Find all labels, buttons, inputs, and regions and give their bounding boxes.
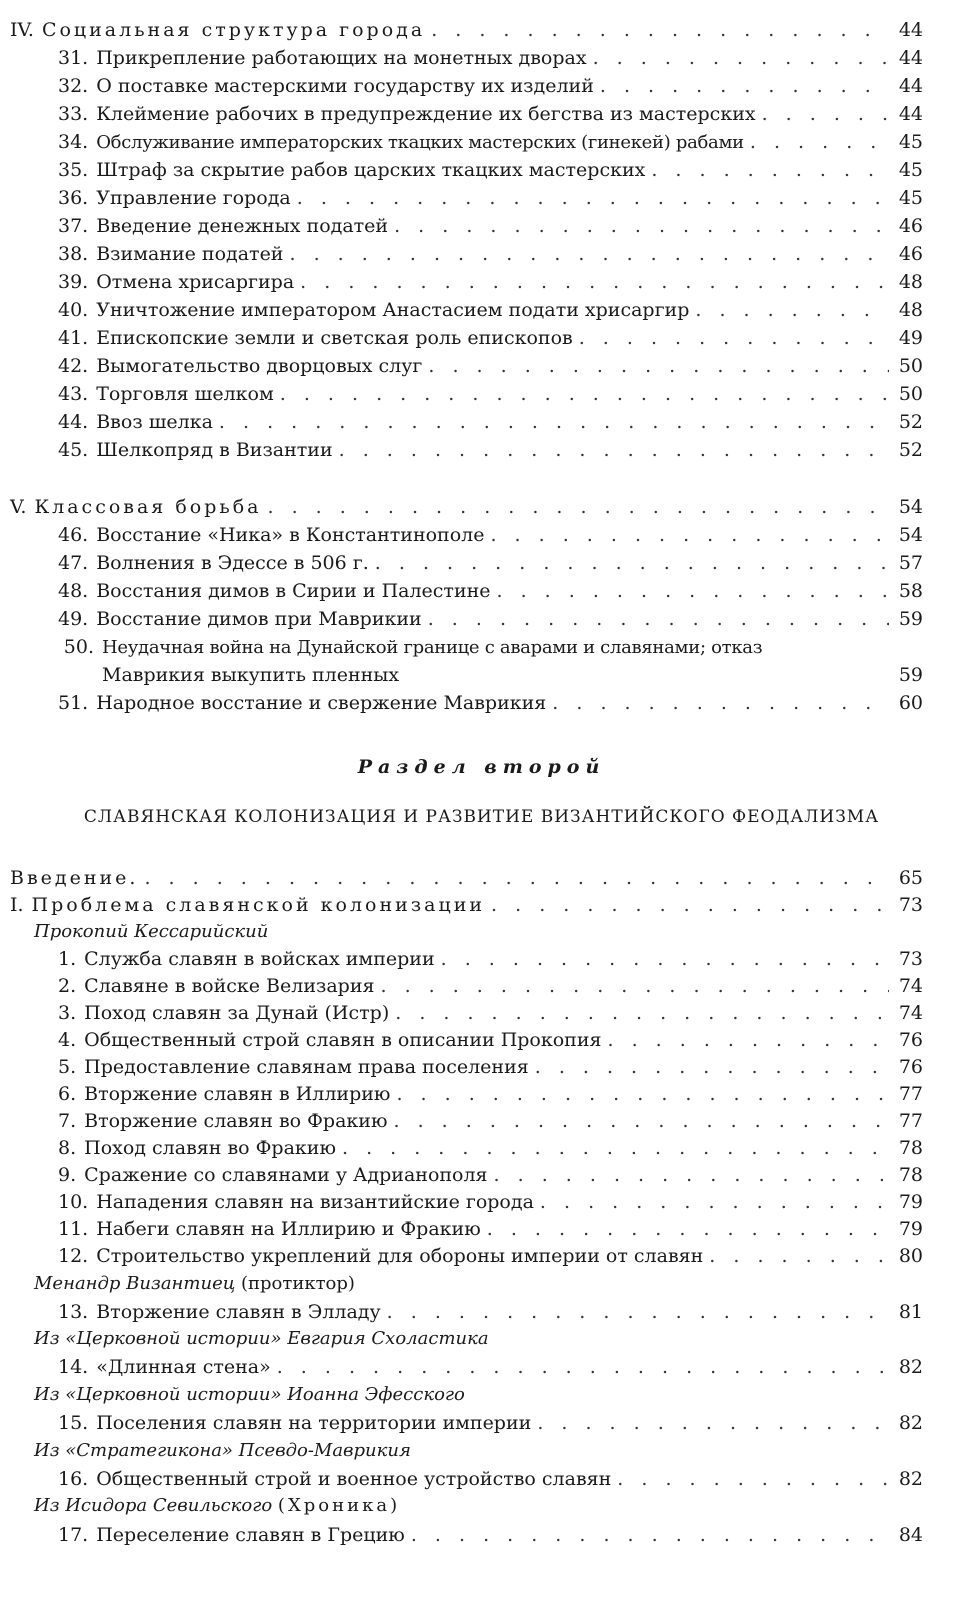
leader-dots [651, 156, 889, 184]
page-number: 44 [898, 103, 923, 125]
entry-title: Сражение со славянами у Адрианополя [84, 1164, 488, 1186]
entry-number: 16. [58, 1468, 89, 1490]
page-number: 82 [898, 1468, 923, 1490]
page-number: 52 [898, 411, 923, 433]
entry-number: 11. [58, 1218, 89, 1240]
page-number: 54 [898, 496, 923, 518]
leader-dots [394, 1107, 890, 1135]
entry-number: 12. [58, 1245, 89, 1267]
page-number: 50 [898, 355, 923, 377]
page-number: 78 [898, 1137, 923, 1159]
page-number: 79 [898, 1218, 923, 1240]
entry-title: Восстания димов в Сирии и Палестине [96, 580, 491, 602]
entry-number: 51. [58, 692, 89, 714]
entry-number: 45. [58, 439, 89, 461]
toc-entry [58, 184, 923, 212]
toc-entry [58, 212, 923, 240]
toc-entry [58, 1215, 923, 1243]
entry-title: Прикрепление работающих на монетных дворах [96, 47, 587, 69]
leader-dots [395, 999, 889, 1027]
leader-dots [267, 493, 889, 521]
toc-entry [58, 549, 923, 577]
toc-entry [58, 1080, 923, 1108]
toc-entry [58, 521, 923, 549]
entry-title: «Длинная стена» [96, 1356, 271, 1378]
author-name: Из Исидора Севильского [34, 1495, 273, 1516]
toc-entry [58, 1409, 923, 1437]
section-number: I. [10, 894, 24, 916]
entry-title: Восстание «Ника» в Константинополе [96, 524, 485, 546]
page-number: 45 [898, 131, 923, 153]
entry-title: О поставке мастерскими государству их изделий [96, 75, 594, 97]
page-number: 80 [898, 1245, 923, 1267]
toc-entry [58, 1161, 923, 1189]
leader-dots [762, 100, 889, 128]
page-number: 73 [898, 948, 923, 970]
toc-entry [58, 44, 923, 72]
leader-dots [396, 1080, 889, 1108]
leader-dots [428, 605, 889, 633]
toc-entry [58, 436, 923, 464]
leader-dots [750, 128, 889, 156]
source-author [34, 1271, 355, 1297]
leader-dots [441, 945, 889, 973]
entry-title: Предоставление славянам права поселения [84, 1056, 529, 1078]
page-number: 78 [898, 1164, 923, 1186]
entry-number: 48. [58, 580, 89, 602]
toc-entry [58, 1521, 923, 1549]
entry-number: 10. [58, 1191, 89, 1213]
leader-dots [600, 72, 889, 100]
entry-title: Торговля шелком [96, 383, 274, 405]
leader-dots [490, 521, 889, 549]
leader-dots [339, 436, 889, 464]
entry-number: 9. [58, 1164, 77, 1186]
page-number: 82 [898, 1412, 923, 1434]
page-number: 65 [898, 867, 923, 889]
page-number: 52 [898, 439, 923, 461]
entry-number: 39. [58, 271, 89, 293]
entry-title: Управление города [96, 187, 291, 209]
toc-entry [58, 240, 923, 268]
entry-title: Отмена хрисаргира [96, 271, 295, 293]
toc-entry [58, 999, 923, 1027]
source-author [34, 1493, 400, 1519]
toc-entry [58, 268, 923, 296]
section-title: Социальная структура города [41, 19, 426, 41]
entry-number: 8. [58, 1137, 77, 1159]
entry-title: Строительство укреплений для обороны империи от славян [96, 1245, 704, 1267]
page-number: 82 [898, 1356, 923, 1378]
toc-entry [58, 1242, 923, 1270]
entry-title: Общественный строй и военное устройство славян [96, 1468, 612, 1490]
toc-entry [58, 100, 923, 128]
page-number: 77 [898, 1110, 923, 1132]
entry-title: Взимание податей [96, 243, 284, 265]
page-number: 45 [898, 187, 923, 209]
entry-title: Поход славян за Дунай (Истр) [84, 1002, 390, 1024]
leader-dots [428, 352, 889, 380]
toc-entry-multiline [58, 633, 923, 661]
entry-number: 5. [58, 1056, 77, 1078]
leader-dots [219, 408, 889, 436]
toc-entry [58, 1107, 923, 1135]
page-number: 57 [898, 552, 923, 574]
page-number: 48 [898, 299, 923, 321]
entry-number: 37. [58, 215, 89, 237]
entry-number: 13. [58, 1301, 89, 1323]
leader-dots [297, 184, 889, 212]
toc-introduction [10, 864, 923, 892]
entry-number: 50. [63, 636, 94, 658]
entry-number: 44. [58, 411, 89, 433]
page-number: 44 [898, 19, 923, 41]
entry-title: Набеги славян на Иллирию и Фракию [96, 1218, 481, 1240]
entry-number: 17. [58, 1524, 89, 1546]
entry-title: Служба славян в войсках империи [84, 948, 435, 970]
entry-number: 43. [58, 383, 89, 405]
page-number: 48 [898, 271, 923, 293]
page-number: 49 [898, 327, 923, 349]
leader-dots [540, 1188, 889, 1216]
author-name: Менандр Византиец [34, 1273, 236, 1294]
leader-dots [144, 864, 889, 892]
source-author: Прокопий Кессарийский [34, 921, 269, 942]
entry-number: 49. [58, 608, 89, 630]
entry-number: 42. [58, 355, 89, 377]
entry-title: Вторжение славян в Иллирию [84, 1083, 391, 1105]
page-number: 44 [898, 75, 923, 97]
toc-entry [58, 577, 923, 605]
page-number: 46 [898, 243, 923, 265]
entry-number: 4. [58, 1029, 77, 1051]
page-number: 54 [898, 524, 923, 546]
entry-title: Уничтожение императором Анастасием подати хрисаргир [96, 299, 690, 321]
entry-title: Неудачная война на Дунайской границе с аварами и славянами; отказ [102, 637, 763, 658]
toc-entry [58, 1353, 923, 1381]
page-number: 84 [898, 1524, 923, 1546]
toc-entry [58, 156, 923, 184]
page-number: 45 [898, 159, 923, 181]
entry-title: Нападения славян на византийские города [96, 1191, 534, 1213]
entry-number: 15. [58, 1412, 89, 1434]
entry-number: 40. [58, 299, 89, 321]
toc-entry [58, 352, 923, 380]
toc-entry [58, 1134, 923, 1162]
entry-title: Славяне в войске Велизария [84, 975, 375, 997]
entry-title: Общественный строй славян в описании Прокопия [84, 1029, 602, 1051]
toc-entry [58, 689, 923, 717]
leader-dots [411, 1521, 889, 1549]
leader-dots [280, 380, 889, 408]
entry-title: Вторжение славян во Фракию [84, 1110, 388, 1132]
entry-title: Восстание димов при Маврикии [96, 608, 422, 630]
leader-dots [491, 891, 889, 919]
leader-dots [709, 1242, 889, 1270]
entry-number: 36. [58, 187, 89, 209]
part-subtitle: СЛАВЯНСКАЯ КОЛОНИЗАЦИЯ И РАЗВИТИЕ ВИЗАНТИЙСКОГО ФЕОДАЛИЗМА [83, 807, 880, 827]
section-title: Введение. [10, 867, 139, 889]
page-number: 74 [898, 975, 923, 997]
page-number: 60 [898, 692, 923, 714]
leader-dots [617, 1465, 889, 1493]
leader-dots [380, 972, 889, 1000]
entry-title: Введение денежных податей [96, 215, 389, 237]
entry-number: 14. [58, 1356, 89, 1378]
entry-title: Штраф за скрытие рабов царских ткацких мастерских [96, 159, 646, 181]
entry-number: 6. [58, 1083, 77, 1105]
toc-entry [58, 296, 923, 324]
entry-number: 47. [58, 552, 89, 574]
leader-dots [695, 296, 889, 324]
entry-title: Народное восстание и свержение Маврикия [96, 692, 547, 714]
leader-dots [375, 549, 889, 577]
entry-number: 41. [58, 327, 89, 349]
toc-entry [58, 324, 923, 352]
section-number: IV. [10, 19, 34, 41]
toc-entry [58, 408, 923, 436]
toc-entry [58, 128, 923, 156]
entry-title: Клеймение рабочих в предупреждение их бегства из мастерских [96, 103, 756, 125]
page-number: 73 [898, 894, 923, 916]
toc-entry [58, 1053, 923, 1081]
part-heading: Раздел второй [357, 756, 606, 778]
toc-entry [58, 1465, 923, 1493]
toc-section-v [10, 493, 923, 521]
page-number: 76 [898, 1056, 923, 1078]
page-number: 81 [898, 1301, 923, 1323]
toc-entry [58, 1298, 923, 1326]
page-number: 77 [898, 1083, 923, 1105]
leader-dots [535, 1053, 889, 1081]
page-number: 59 [898, 664, 923, 686]
leader-dots [342, 1134, 889, 1162]
entry-title: Поход славян во Фракию [84, 1137, 336, 1159]
page-number: 58 [898, 580, 923, 602]
toc-chapter-i [10, 891, 923, 919]
leader-dots [277, 1353, 889, 1381]
toc-entry [58, 945, 923, 973]
entry-number: 33. [58, 103, 89, 125]
leader-dots [300, 268, 889, 296]
leader-dots [552, 689, 889, 717]
entry-number: 31. [58, 47, 89, 69]
toc-entry [58, 972, 923, 1000]
author-note: (Хроника) [277, 1495, 401, 1516]
author-note: (протиктор) [241, 1273, 355, 1294]
entry-title-continuation: Маврикия выкупить пленных [102, 664, 400, 686]
entry-number: 46. [58, 524, 89, 546]
section-title: Проблема славянской колонизации [31, 894, 486, 916]
page-number: 59 [898, 608, 923, 630]
entry-number: 3. [58, 1002, 77, 1024]
leader-dots [387, 1298, 889, 1326]
leader-dots [289, 240, 889, 268]
leader-dots [394, 212, 889, 240]
leader-dots [537, 1409, 889, 1437]
entry-title: Епископские земли и светская роль епископов [96, 327, 573, 349]
entry-number: 7. [58, 1110, 77, 1132]
section-title: Классовая борьба [34, 496, 262, 518]
toc-entry [58, 380, 923, 408]
page-number: 74 [898, 1002, 923, 1024]
entry-number: 38. [58, 243, 89, 265]
leader-dots [487, 1215, 889, 1243]
toc-entry [58, 1026, 923, 1054]
toc-entry [58, 1188, 923, 1216]
entry-number: 1. [58, 948, 77, 970]
entry-title: Обслуживание императорских ткацких мастерских (гинекей) рабами [96, 132, 744, 153]
entry-title: Ввоз шелка [96, 411, 213, 433]
page-number: 50 [898, 383, 923, 405]
leader-dots [608, 1026, 890, 1054]
leader-dots [579, 324, 889, 352]
entry-number: 35. [58, 159, 89, 181]
entry-number: 32. [58, 75, 89, 97]
toc-section-iv [10, 16, 923, 44]
page-number: 79 [898, 1191, 923, 1213]
page-number: 76 [898, 1029, 923, 1051]
leader-dots [405, 661, 889, 689]
entry-number: 2. [58, 975, 77, 997]
leader-dots [497, 577, 889, 605]
entry-title: Волнения в Эдессе в 506 г. [96, 552, 369, 574]
page-number: 44 [898, 47, 923, 69]
entry-title: Переселение славян в Грецию [96, 1524, 405, 1546]
entry-title: Вымогательство дворцовых слуг [96, 355, 423, 377]
source-author: Из «Церковной истории» Иоанна Эфесского [34, 1384, 465, 1405]
toc-entry-continuation [102, 661, 923, 689]
entry-title: Шелкопряд в Византии [96, 439, 333, 461]
source-author: Из «Церковной истории» Евгария Схоластика [34, 1328, 489, 1349]
leader-dots [494, 1161, 889, 1189]
page-number: 46 [898, 215, 923, 237]
section-number: V. [10, 496, 27, 518]
toc-entry [58, 72, 923, 100]
source-author: Из «Стратегикона» Псевдо-Маврикия [34, 1440, 411, 1461]
entry-title: Поселения славян на территории империи [96, 1412, 532, 1434]
leader-dots [431, 16, 889, 44]
entry-title: Вторжение славян в Элладу [96, 1301, 381, 1323]
leader-dots [593, 44, 889, 72]
toc-entry [58, 605, 923, 633]
entry-number: 34. [58, 131, 89, 153]
